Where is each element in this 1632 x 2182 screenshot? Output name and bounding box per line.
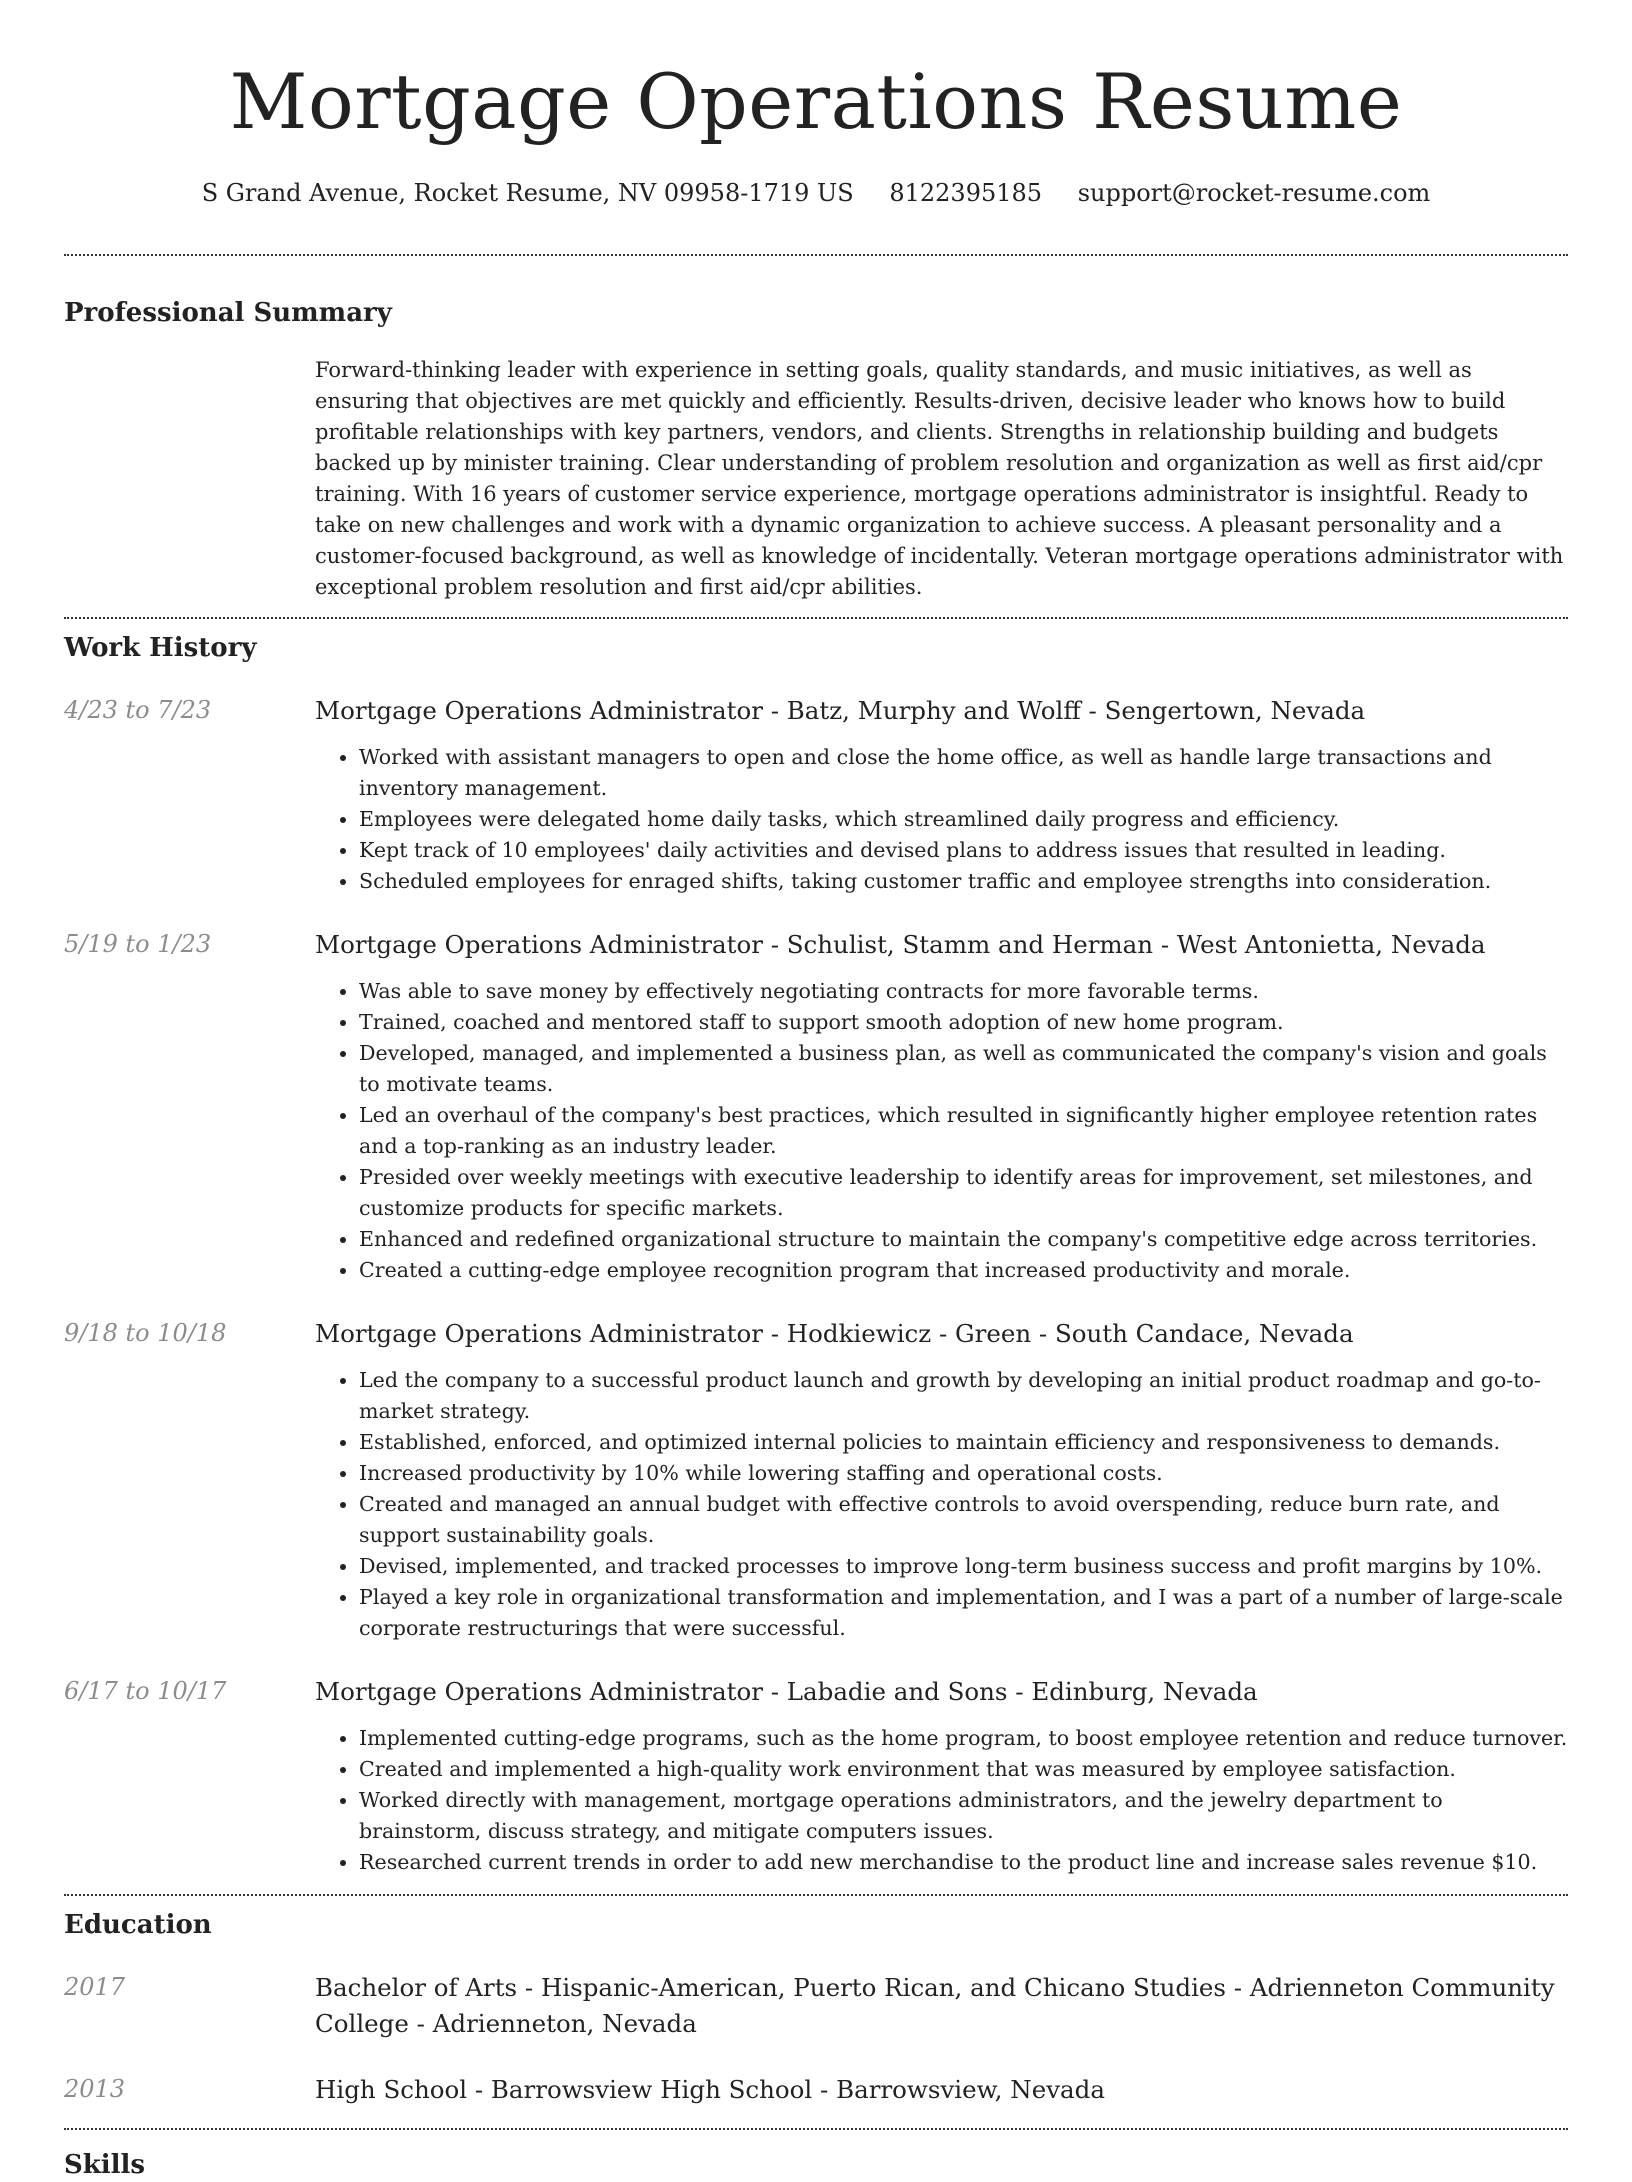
contact-line <box>64 176 1568 210</box>
work-bullet: • Created and managed an annual budget with effective controls to avoid overspending, reduce burn rate, and support sustainability goals. <box>359 1489 1568 1551</box>
contact-address: S Grand Avenue, Rocket Resume, NV 09958-1719 US <box>201 179 854 207</box>
work-bullet: • Led an overhaul of the company's best practices, which resulted in significantly higher employee retention rates and a top-ranking as an industry leader. <box>359 1100 1568 1162</box>
page-title: Mortgage Operations Resume <box>229 57 1403 146</box>
section-title-summary: Professional Summary <box>64 298 392 328</box>
education-entry-body <box>315 2072 1568 2108</box>
section-title-work-history: Work History <box>64 633 257 663</box>
contact-email: support@rocket-resume.com <box>1077 179 1431 207</box>
work-bullet: • Trained, coached and mentored staff to support smooth adoption of new home program. <box>359 1007 1568 1038</box>
work-bullet: • Kept track of 10 employees' daily activities and devised plans to address issues that resulted in leading. <box>359 835 1568 866</box>
section-divider <box>64 2128 1568 2130</box>
work-bullet: • Worked directly with management, mortgage operations administrators, and the jewelry department to brainstorm, discuss strategy, and mitigate computers issues. <box>359 1785 1568 1847</box>
work-bullet: • Created a cutting-edge employee recognition program that increased productivity and morale. <box>359 1255 1568 1286</box>
work-entry <box>64 693 1568 897</box>
work-entry-body <box>315 693 1568 897</box>
education-entry-heading: Bachelor of Arts - Hispanic-American, Puerto Rican, and Chicano Studies - Adrienneton Community College - Adrienneton, Nevada <box>315 1973 1555 2038</box>
work-bullet: • Researched current trends in order to add new merchandise to the product line and increase sales revenue $10. <box>359 1847 1568 1878</box>
education-entry <box>64 1970 1568 2042</box>
contact-phone: 8122395185 <box>889 179 1043 207</box>
work-entry <box>64 1316 1568 1644</box>
work-bullet: • Devised, implemented, and tracked processes to improve long-term business success and profit margins by 10%. <box>359 1551 1568 1582</box>
section-divider <box>64 254 1568 256</box>
work-bullet: • Employees were delegated home daily tasks, which streamlined daily progress and efficiency. <box>359 804 1568 835</box>
work-entry-date: 6/17 to 10/17 <box>64 1677 227 1705</box>
work-bullet: • Was able to save money by effectively negotiating contracts for more favorable terms. <box>359 976 1568 1007</box>
work-entry-date: 9/18 to 10/18 <box>64 1319 227 1347</box>
work-history-list <box>64 693 1568 1878</box>
work-bullet: • Scheduled employees for enraged shifts, taking customer traffic and employee strengths into consideration. <box>359 866 1568 897</box>
education-entry <box>64 2072 1568 2108</box>
work-entry-heading: Mortgage Operations Administrator - Schulist, Stamm and Herman - West Antonietta, Nevada <box>315 930 1486 959</box>
section-divider <box>64 617 1568 619</box>
resume-page <box>64 0 1568 2182</box>
work-bullet: • Implemented cutting-edge programs, such as the home program, to boost employee retention and reduce turnover. <box>359 1723 1568 1754</box>
work-entry <box>64 927 1568 1286</box>
work-bullet: • Played a key role in organizational transformation and implementation, and I was a part of a number of large-scale corporate restructurings that were successful. <box>359 1582 1568 1644</box>
education-entry-body <box>315 1970 1568 2042</box>
work-bullet: • Developed, managed, and implemented a business plan, as well as communicated the company's vision and goals to motivate teams. <box>359 1038 1568 1100</box>
work-bullet: • Increased productivity by 10% while lowering staffing and operational costs. <box>359 1458 1568 1489</box>
work-entry-body <box>315 1316 1568 1644</box>
work-entry-bullets <box>315 1723 1568 1878</box>
section-title-education: Education <box>64 1910 212 1940</box>
work-entry-body <box>315 927 1568 1286</box>
work-entry-bullets <box>315 976 1568 1286</box>
work-bullet: • Led the company to a successful product launch and growth by developing an initial product roadmap and go-to-market strategy. <box>359 1365 1568 1427</box>
work-bullet: • Presided over weekly meetings with executive leadership to identify areas for improvement, set milestones, and customize products for specific markets. <box>359 1162 1568 1224</box>
work-entry-date: 4/23 to 7/23 <box>64 696 212 724</box>
education-entry-date: 2013 <box>64 2075 126 2103</box>
work-entry-heading: Mortgage Operations Administrator - Labadie and Sons - Edinburg, Nevada <box>315 1677 1258 1706</box>
work-entry-body <box>315 1674 1568 1878</box>
work-entry-bullets <box>315 742 1568 897</box>
education-list <box>64 1970 1568 2108</box>
work-entry-bullets <box>315 1365 1568 1644</box>
work-bullet: • Worked with assistant managers to open and close the home office, as well as handle large transactions and inventory management. <box>359 742 1568 804</box>
work-entry <box>64 1674 1568 1878</box>
education-entry-date: 2017 <box>64 1973 126 2001</box>
work-entry-heading: Mortgage Operations Administrator - Batz, Murphy and Wolff - Sengertown, Nevada <box>315 696 1366 725</box>
section-divider <box>64 1894 1568 1896</box>
work-bullet: • Created and implemented a high-quality work environment that was measured by employee satisfaction. <box>359 1754 1568 1785</box>
section-title-skills: Skills <box>64 2150 146 2180</box>
work-bullet: • Enhanced and redefined organizational structure to maintain the company's competitive edge across territories. <box>359 1224 1568 1255</box>
summary-text: Forward-thinking leader with experience in setting goals, quality standards, and music initiatives, as well as ensuring that objectives are met quickly and efficiently. Results-driven, decisive leader who knows how to build profitable relationships with key partners, vendors, and clients. Strengths in relationship building and budgets backed up by minister training. Clear understanding of problem resolution and organization as well as first aid/cpr training. With 16 years of customer service experience, mortgage operations administrator is insightful. Ready to take on new challenges and work with a dynamic organization to achieve success. A pleasant personality and a customer-focused background, as well as knowledge of incidentally. Veteran mortgage operations administrator with exceptional problem resolution and first aid/cpr abilities. <box>315 358 1564 599</box>
education-entry-heading: High School - Barrowsview High School - Barrowsview, Nevada <box>315 2075 1105 2104</box>
work-bullet: • Established, enforced, and optimized internal policies to maintain efficiency and responsiveness to demands. <box>359 1427 1568 1458</box>
work-entry-date: 5/19 to 1/23 <box>64 930 212 958</box>
work-entry-heading: Mortgage Operations Administrator - Hodkiewicz - Green - South Candace, Nevada <box>315 1319 1354 1348</box>
